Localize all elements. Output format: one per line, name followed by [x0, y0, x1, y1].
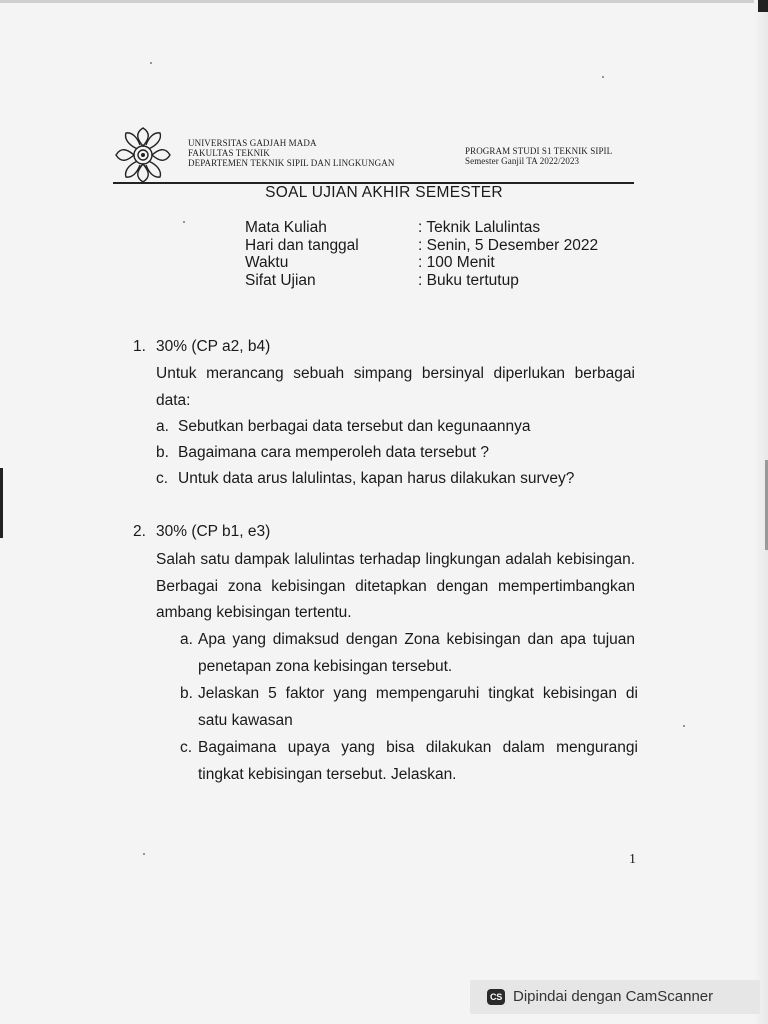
- question-heading: 30% (CP a2, b4): [156, 338, 271, 355]
- scan-corner-mark: [758, 0, 768, 12]
- exam-info-value: : Teknik Lalulintas: [418, 219, 541, 236]
- question-number: 1.: [133, 338, 146, 355]
- item-marker: b.: [180, 685, 193, 702]
- scan-speck: [602, 76, 604, 78]
- exam-info-label: Mata Kuliah: [245, 219, 327, 236]
- program-name: PROGRAM STUDI S1 TEKNIK SIPIL: [465, 146, 613, 156]
- scan-edge-top: [0, 0, 768, 3]
- item-text: Apa yang dimaksud dengan Zona kebisingan dan apa tujuan penetapan zona kebisingan tersebut.: [198, 631, 635, 675]
- institution-header: [188, 138, 394, 168]
- faculty-name: FAKULTAS TEKNIK: [188, 148, 270, 158]
- camscanner-label: Dipindai dengan CamScanner: [513, 988, 714, 1005]
- item-marker: b.: [156, 444, 169, 461]
- exam-info-label: Sifat Ujian: [245, 271, 316, 289]
- item-marker: c.: [156, 470, 169, 487]
- exam-info-value: : Buku tertutup: [418, 271, 519, 289]
- university-emblem-icon: [113, 125, 173, 185]
- scan-speck: [143, 853, 145, 855]
- exam-title: SOAL UJIAN AKHIR SEMESTER: [265, 184, 503, 201]
- question-intro: Salah satu dampak lalulintas terhadap lingkungan adalah kebisingan. Berbagai zona kebisingan ditetapkan dengan mempertimbangkan ambang kebisingan tertentu.: [156, 551, 635, 621]
- scan-mark-left: [0, 468, 3, 538]
- item-text: Sebutkan berbagai data tersebut dan kegunaannya: [178, 418, 531, 435]
- department-name: DEPARTEMEN TEKNIK SIPIL DAN LINGKUNGAN: [188, 158, 395, 168]
- camscanner-badge: [470, 980, 760, 1014]
- scan-speck: [683, 725, 685, 727]
- item-marker: c.: [180, 739, 193, 756]
- item-text: Bagaimana upaya yang bisa dilakukan dalam mengurangi tingkat kebisingan tersebut. Jelaskan.: [198, 739, 638, 783]
- page-number: 1: [629, 852, 636, 867]
- exam-info-label: Hari dan tanggal: [245, 236, 359, 254]
- scan-speck: [183, 221, 185, 223]
- exam-info-label: Waktu: [245, 254, 289, 271]
- question-intro: Untuk merancang sebuah simpang bersinyal diperlukan berbagai data:: [156, 365, 635, 409]
- semester-label: Semester Ganjil TA 2022/2023: [465, 156, 580, 166]
- exam-info-value: : Senin, 5 Desember 2022: [418, 236, 599, 254]
- exam-info-value: : 100 Menit: [418, 254, 495, 271]
- question-number: 2.: [133, 523, 146, 540]
- item-marker: a.: [180, 631, 193, 648]
- item-marker: a.: [156, 418, 169, 435]
- item-text: Bagaimana cara memperoleh data tersebut ?: [178, 444, 490, 461]
- item-text: Jelaskan 5 faktor yang mempengaruhi tingkat kebisingan di satu kawasan: [198, 685, 638, 729]
- scan-speck: [150, 62, 152, 64]
- university-name: UNIVERSITAS GADJAH MADA: [188, 138, 317, 148]
- item-text: Untuk data arus lalulintas, kapan harus dilakukan survey?: [178, 470, 575, 487]
- camscanner-icon: CS: [487, 989, 505, 1005]
- program-header: [465, 146, 612, 166]
- question-heading: 30% (CP b1, e3): [156, 523, 271, 540]
